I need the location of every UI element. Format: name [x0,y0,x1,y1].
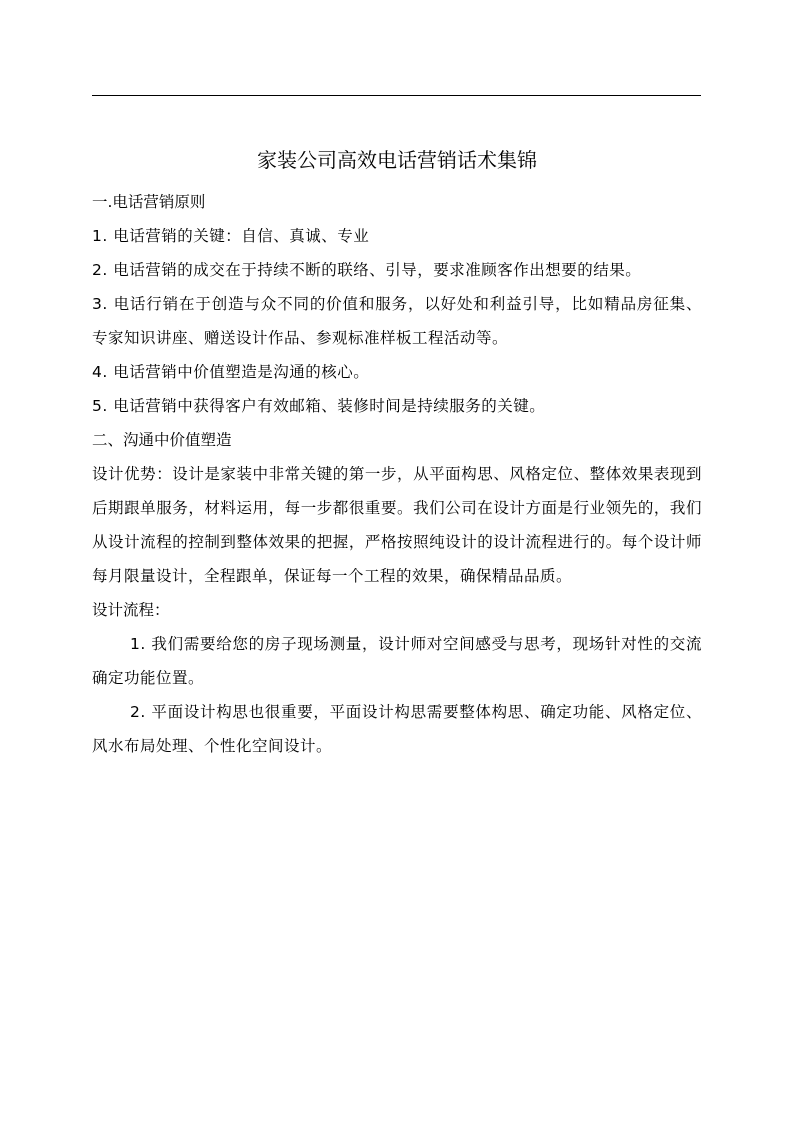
document-body [92,145,702,763]
section-1-heading: 一.电话营销原则 [92,193,206,211]
process-step-2: 2. 平面设计构思也很重要，平面设计构思需要整体构思、确定功能、风格定位、风水布局处理、个性化空间设计。 [92,703,702,755]
principle-item-5: 5. 电话营销中获得客户有效邮箱、装修时间是持续服务的关键。 [92,397,546,415]
principle-item-4: 4. 电话营销中价值塑造是沟通的核心。 [92,363,370,381]
design-advantage-paragraph: 设计优势：设计是家装中非常关键的第一步，从平面构思、风格定位、整体效果表现到后期跟单服务，材料运用，每一步都很重要。我们公司在设计方面是行业领先的，我们从设计流程的控制到整体效果的把握，严格按照纯设计的设计流程进行的。每个设计师每月限量设计，全程跟单，保证每一个工程的效果，确保精品品质。 [92,465,702,585]
principle-item-3: 3. 电话行销在于创造与众不同的价值和服务，以好处和利益引导，比如精品房征集、专家知识讲座、赠送设计作品、参观标准样板工程活动等。 [92,295,702,347]
header-rule [92,95,701,96]
principle-item-2: 2. 电话营销的成交在于持续不断的联络、引导，要求准顾客作出想要的结果。 [92,261,642,279]
principle-item-1: 1. 电话营销的关键：自信、真诚、专业 [92,227,370,245]
process-step-1: 1. 我们需要给您的房子现场测量，设计师对空间感受与思考，现场针对性的交流确定功能位置。 [92,635,702,687]
document-title: 家装公司高效电话营销话术集锦 [257,148,537,172]
section-2-heading: 二、沟通中价值塑造 [92,431,232,449]
design-process-label: 设计流程： [92,601,170,619]
